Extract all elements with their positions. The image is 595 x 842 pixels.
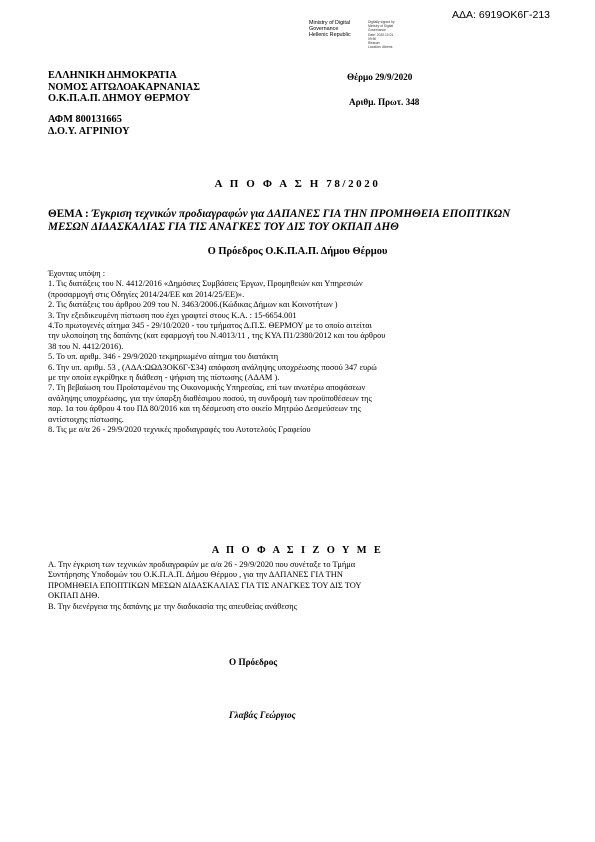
signer-role: Ο Πρόεδρος xyxy=(229,657,278,667)
digital-signature-details xyxy=(368,20,395,49)
consideration-line: 38 του Ν. 4412/2016). xyxy=(48,341,124,351)
stamp-line: Hellenic Republic xyxy=(309,32,351,39)
subject xyxy=(48,208,518,234)
protocol-number: Αριθμ. Πρωτ. 348 xyxy=(349,97,420,107)
consideration-line: ανάληψης υποχρέωσης, για την ύπαρξη διαθέσιμου ποσού, τη συνδρομή των προϋποθέσεων της xyxy=(48,393,372,403)
consideration-line: 4.Το πρωτογενές αίτημα 345 - 29/10/2020 - του τμήματος Δ.Π.Σ. ΘΕΡΜΟΥ με το οποίο αιτείται xyxy=(48,321,372,331)
decision-line: ΠΡΟΜΗΘΕΙΑ ΕΠΟΠΤΙΚΩΝ ΜΕΣΩΝ ΔΙΔΑΣΚΑΛΙΑΣ ΓΙΑ ΤΙΣ ΑΝΑΓΚΕΣ ΤΟΥ ΔΙΣ ΤΟΥ xyxy=(48,580,362,590)
consideration-line: αντίστοιχης πίστωσης. xyxy=(48,414,124,424)
afm: ΑΦΜ 800131665 xyxy=(48,114,122,125)
issuer-block xyxy=(48,70,200,105)
consideration-line: 3. Την εξειδικευμένη πίστωση που έχει γραφτεί στους Κ.Α. : 15-6654.001 xyxy=(48,310,297,320)
stamp-line: Ministry of Digital xyxy=(309,20,351,26)
stamp-sig-line: 09:50 xyxy=(368,36,377,41)
stamp-sig-line: Governance xyxy=(368,28,386,33)
stamp-sig-line: Digitally signed by xyxy=(368,20,395,24)
doy: Δ.Ο.Υ. ΑΓΡΙΝΙΟΥ xyxy=(48,125,130,137)
stamp-sig-line: Date: 2020.10.01 xyxy=(368,32,394,37)
ada-code: ΑΔΑ: 6919ΟΚ6Γ-213 xyxy=(452,9,551,21)
consideration-line: την υλοποίηση της δαπάνης (κατ εφαρμογή του Ν.4013/11 , της ΚΥΑ Π1/2380/2012 και του άρθρου xyxy=(48,331,386,341)
consideration-line: 7. Τη βεβαίωση του Προϊσταμένου της Οικονομικής Υπηρεσίας, επί των ανωτέρω αποφάσεων xyxy=(48,383,366,393)
place-date: Θέρμο 29/9/2020 xyxy=(347,72,413,82)
decision-line: Α. Την έγκριση των τεχνικών προδιαγραφών με α/α 26 - 29/9/2020 που συνέταξε το Τμήμα xyxy=(48,560,356,569)
decision-line: ΟΚΠΑΠ ΔΗΘ. xyxy=(48,591,100,601)
stamp-sig-line: Ministry of Digital xyxy=(368,24,394,29)
stamp-sig-line: Location: Athens xyxy=(368,45,393,50)
tax-info xyxy=(48,114,130,137)
decision-line: Συντήρησης Υποδομών του Ο.Κ.Π.Α.Π. Δήμου Θέρμου , για την ΔΑΠΑΝΕΣ ΓΙΑ ΤΗΝ xyxy=(48,570,343,580)
decision-line: Β. Την διενέργεια της δαπάνης με την διαδικασία της απευθείας ανάθεσης xyxy=(48,601,297,611)
consideration-line: 2. Τις διατάξεις του άρθρου 209 του Ν. 3463/2006.(Κώδικας Δήμων και Κοινοτήτων ) xyxy=(48,300,338,310)
consideration-line: (προσαρμογή στις Οδηγίες 2014/24/ΕΕ και 2014/25/ΕΕ)». xyxy=(48,289,245,299)
issuer-line: Ο.Κ.Π.Α.Π. ΔΗΜΟΥ ΘΕΡΜΟΥ xyxy=(48,93,191,104)
decision-title: Α Π Ο Φ Α Σ Η 78/2020 xyxy=(214,178,381,190)
subject-label: ΘΕΜΑ : xyxy=(48,208,89,220)
consideration-line: με την οποία εγκρίθηκε η διάθεση - ψήφιση της πίστωσης (ΑΔΑΜ ). xyxy=(48,373,280,383)
issuer-line: ΝΟΜΟΣ ΑΙΤΩΛΟΑΚΑΡΝΑΝΙΑΣ xyxy=(48,81,200,93)
digital-signature-stamp xyxy=(309,20,351,39)
presider-heading: Ο Πρόεδρος Ο.Κ.Π.Α.Π. Δήμου Θέρμου xyxy=(207,246,388,257)
stamp-sig-line: Reason: xyxy=(368,41,381,46)
consideration-line: 6. Την υπ. αριθμ. 53 , (ΑΔΑ:ΩΩΔ3ΟΚ6Γ-Σ34) απόφαση ανάληψης υποχρέωσης ποσού 347 ευρώ xyxy=(48,362,377,372)
issuer-line: ΕΛΛΗΝΙΚΗ ΔΗΜΟΚΡΑΤΙΑ xyxy=(48,70,177,81)
signer-name: Γλαβάς Γεώργιος xyxy=(229,710,296,720)
decisions xyxy=(48,560,558,612)
decide-heading: Α Π Ο Φ Α Σ Ι Ζ Ο Υ Μ Ε xyxy=(211,545,384,556)
consideration-line: 1. Τις διατάξεις του Ν. 4412/2016 «Δημόσιες Συμβάσεις Έργων, Προμηθειών και Υπηρεσιών xyxy=(48,279,363,289)
subject-text: Έγκριση τεχνικών προδιαγραφών για ΔΑΠΑΝΕΣ ΓΙΑ ΤΗΝ ΠΡΟΜΗΘΕΙΑ ΕΠΟΠΤΙΚΩΝ ΜΕΣΩΝ ΔΙΔΑΣΚΑΛΙΑΣ ΓΙΑ ΤΙΣ ΑΝΑΓΚΕΣ ΤΟΥ ΔΙΣ ΤΟΥ ΟΚΠΑΠ ΔΗΘ xyxy=(48,208,511,233)
considerations xyxy=(48,269,548,436)
consideration-line: 8. Τις με α/α 26 - 29/9/2020 τεχνικές προδιαγραφές του Αυτοτελούς Γραφείου xyxy=(48,425,311,435)
consideration-line: 5. Το υπ. αριθμ. 346 - 29/9/2020 τεκμηριωμένο αίτημα του διατάκτη xyxy=(48,352,279,362)
consideration-line: παρ. 1α του άρθρου 4 του ΠΔ 80/2016 και τη δέσμευση στο οικείο Μητρώο Δεσμεύσεων της xyxy=(48,404,361,414)
stamp-line: Governance xyxy=(309,26,339,33)
consideration-line: Έχοντας υπόψη : xyxy=(48,269,106,278)
